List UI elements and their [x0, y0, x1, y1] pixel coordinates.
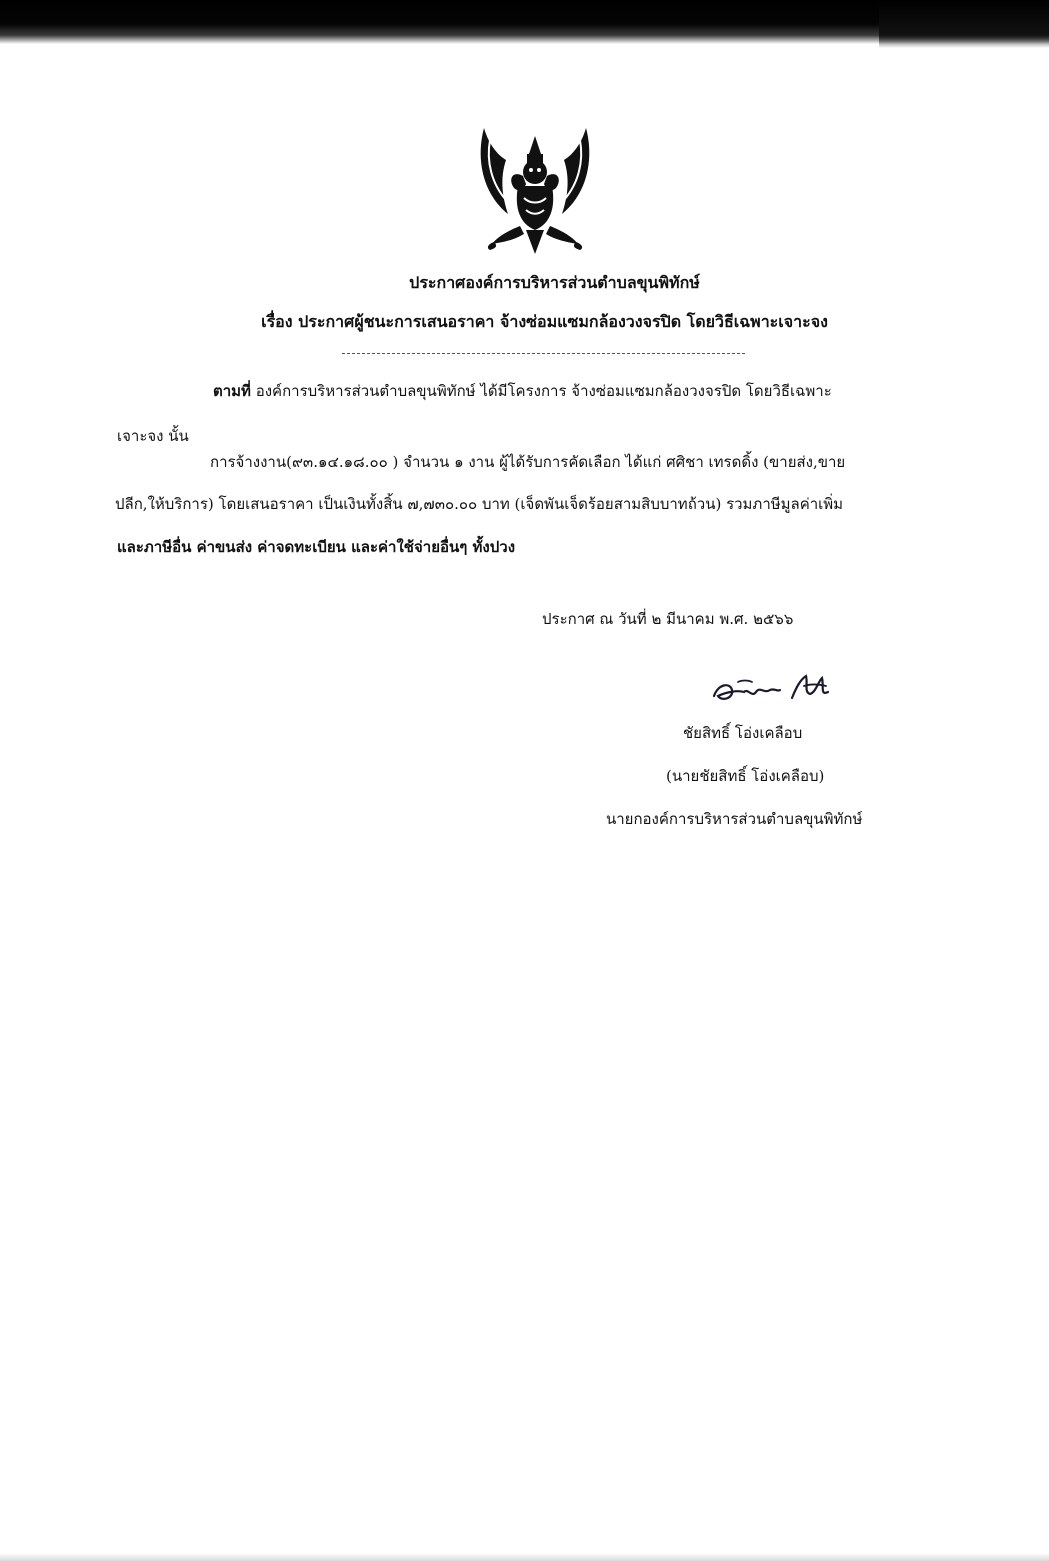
garuda-emblem-icon — [474, 118, 596, 258]
announcement-subject: เรื่อง ประกาศผู้ชนะการเสนอราคา จ้างซ่อมแซมกล้องวงจรปิด โดยวิธีเฉพาะเจาะจง — [261, 312, 828, 331]
body-line-3: การจ้างงาน(๙๓.๑๔.๑๘.๐๐ ) จำนวน ๑ งาน ผู้ได้รับการคัดเลือก ได้แก่ ศศิชา เทรดดิ้ง (ขายส่ง,ขาย — [210, 453, 846, 471]
body-line-5: และภาษีอื่น ค่าขนส่ง ค่าจดทะเบียน และค่าใช้จ่ายอื่นๆ ทั้งปวง — [117, 538, 516, 556]
body-line-2: เจาะจง นั้น — [117, 427, 189, 445]
page-bottom-edge — [0, 1553, 1049, 1561]
handwritten-signature-icon — [708, 668, 838, 708]
body-line-1 — [213, 381, 832, 401]
signer-position: นายกองค์การบริหารส่วนตำบลขุนพิทักษ์ — [606, 810, 863, 828]
scan-top-shadow-right — [879, 0, 1049, 48]
announcement-date: ประกาศ ณ วันที่ ๒ มีนาคม พ.ศ. ๒๕๖๖ — [542, 610, 794, 628]
body-line-1-lead: ตามที่ — [213, 382, 251, 400]
signer-name: ชัยสิทธิ์ โอ่งเคลือบ — [683, 724, 803, 742]
body-line-4: ปลีก,ให้บริการ) โดยเสนอราคา เป็นเงินทั้งสิ้น ๗,๗๓๐.๐๐ บาท (เจ็ดพันเจ็ดร้อยสามสิบบาทถ้วน) รวมภาษีมูลค่าเพิ่ม — [115, 495, 844, 513]
divider-line — [342, 353, 745, 354]
body-line-1-text: องค์การบริหารส่วนตำบลขุนพิทักษ์ ได้มีโครงการ จ้างซ่อมแซมกล้องวงจรปิด โดยวิธีเฉพาะ — [250, 382, 832, 400]
announcement-title: ประกาศองค์การบริหารส่วนตำบลขุนพิทักษ์ — [409, 273, 700, 292]
signer-full-name: (นายชัยสิทธิ์ โอ่งเคลือบ) — [666, 767, 825, 785]
